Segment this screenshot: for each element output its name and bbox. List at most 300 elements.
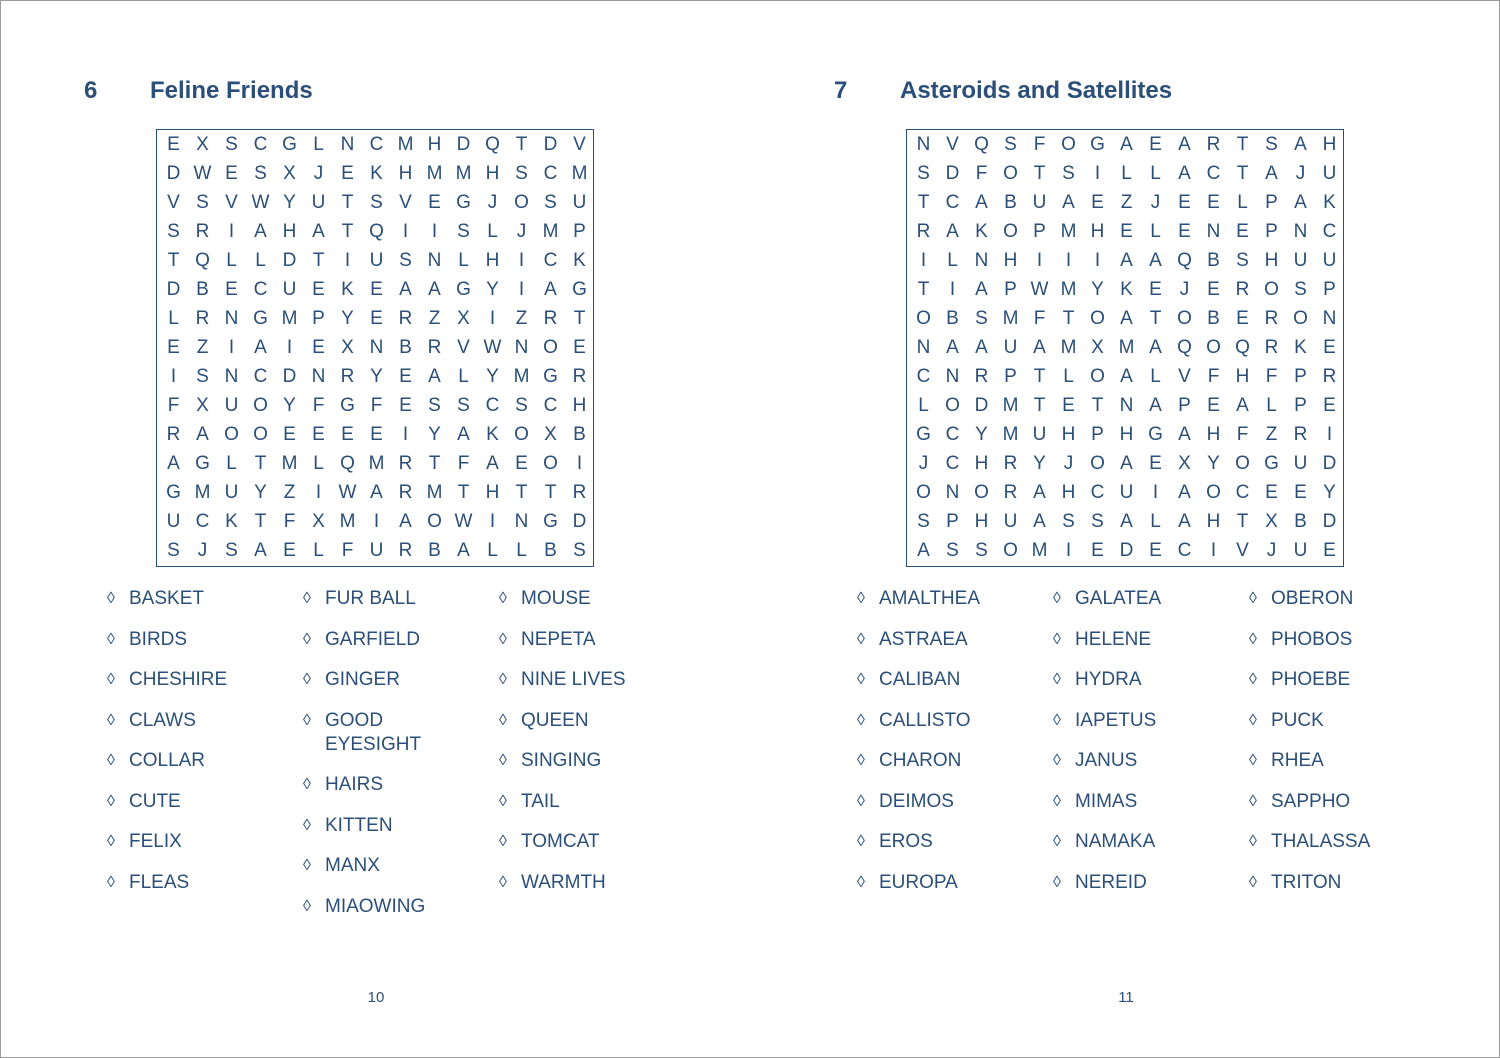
- grid-letter: U: [1032, 423, 1047, 445]
- grid-letter: D: [1119, 539, 1134, 561]
- grid-letter: O: [1235, 452, 1250, 474]
- grid-letter: E: [312, 423, 325, 445]
- grid-letter: W: [338, 481, 357, 503]
- grid-letter: U: [1293, 539, 1308, 561]
- grid-letter: A: [1120, 133, 1133, 155]
- word-list-item: [1053, 871, 1147, 895]
- grid-letter: U: [224, 481, 239, 503]
- word-list-item: [303, 709, 421, 757]
- grid-letter: E: [399, 365, 412, 387]
- grid-letter: R: [1003, 452, 1018, 474]
- diamond-outline-icon: ◊: [499, 590, 507, 607]
- diamond-outline-icon: ◊: [1249, 671, 1257, 688]
- grid-letter: S: [917, 162, 930, 184]
- grid-letter: E: [341, 423, 354, 445]
- grid-letter: W: [483, 336, 502, 358]
- grid-letter: D: [166, 278, 181, 300]
- grid-letter: V: [225, 191, 238, 213]
- word-label: FUR BALL: [325, 588, 416, 609]
- grid-letter: H: [1264, 249, 1279, 271]
- grid-letter: I: [518, 249, 525, 271]
- grid-letter: L: [255, 249, 266, 271]
- grid-letter: X: [457, 307, 470, 329]
- grid-letter: P: [1091, 423, 1104, 445]
- grid-letter: C: [1322, 220, 1337, 242]
- grid-letter: L: [313, 539, 324, 561]
- diamond-outline-icon: ◊: [107, 711, 115, 729]
- grid-letter: C: [369, 133, 384, 155]
- grid-letter: N: [514, 510, 529, 532]
- grid-letter: M: [426, 162, 443, 184]
- grid-letter: A: [1033, 336, 1046, 358]
- grid-letter: I: [228, 220, 235, 242]
- grid-letter: T: [917, 278, 930, 300]
- word-list-item: [1053, 628, 1151, 652]
- word-list-item: [857, 628, 968, 652]
- grid-letter: T: [254, 452, 267, 474]
- grid-letter: G: [456, 191, 471, 213]
- grid-letter: Y: [283, 394, 296, 416]
- grid-letter: A: [975, 191, 988, 213]
- grid-letter: F: [1207, 365, 1220, 387]
- grid-letter: I: [1065, 539, 1072, 561]
- word-list-item: [857, 668, 960, 692]
- word-label: OBERON: [1271, 588, 1354, 609]
- grid-letter: A: [1120, 452, 1133, 474]
- grid-letter: K: [975, 220, 988, 242]
- word-list-item: [499, 790, 560, 814]
- grid-letter: Y: [254, 481, 267, 503]
- grid-letter: E: [1207, 394, 1220, 416]
- word-list-item: [107, 830, 182, 854]
- grid-letter: C: [195, 510, 210, 532]
- grid-letter: M: [281, 307, 298, 329]
- grid-letter: P: [1004, 278, 1017, 300]
- grid-letter: A: [1120, 510, 1133, 532]
- grid-letter: O: [1206, 481, 1221, 503]
- word-label: HAIRS: [325, 774, 384, 795]
- grid-letter: V: [457, 336, 470, 358]
- grid-letter: L: [918, 394, 929, 416]
- grid-letter: T: [428, 452, 441, 474]
- grid-letter: L: [1150, 162, 1161, 184]
- grid-letter: U: [311, 191, 326, 213]
- grid-letter: Y: [1033, 452, 1046, 474]
- grid-letter: O: [945, 394, 960, 416]
- word-list-item: [1053, 790, 1137, 814]
- grid-letter: E: [1149, 539, 1162, 561]
- grid-letter: A: [1178, 481, 1191, 503]
- diamond-outline-icon: ◊: [303, 857, 311, 874]
- grid-letter: U: [1032, 191, 1047, 213]
- grid-letter: A: [1294, 191, 1307, 213]
- grid-letter: I: [949, 278, 956, 300]
- grid-letter: B: [196, 278, 209, 300]
- word-list-item: [107, 709, 196, 733]
- grid-letter: L: [1266, 394, 1277, 416]
- grid-letter: P: [1294, 365, 1307, 387]
- grid-letter: S: [370, 191, 383, 213]
- word-list-item: [1053, 749, 1137, 773]
- grid-letter: M: [281, 452, 298, 474]
- word-list-item: [499, 709, 589, 733]
- diamond-outline-icon: ◊: [1249, 833, 1257, 850]
- grid-letter: G: [166, 481, 181, 503]
- grid-letter: A: [428, 365, 441, 387]
- grid-letter: C: [916, 365, 931, 387]
- word-search-grid: [906, 129, 1344, 567]
- word-label: MOUSE: [521, 588, 591, 609]
- grid-letter: X: [544, 423, 557, 445]
- grid-letter: R: [398, 539, 413, 561]
- grid-letter: H: [572, 394, 587, 416]
- word-label: NINE LIVES: [521, 669, 626, 690]
- grid-letter: P: [573, 220, 586, 242]
- grid-letter: E: [1149, 133, 1162, 155]
- grid-letter: Z: [428, 307, 441, 329]
- grid-letter: Y: [1207, 452, 1220, 474]
- grid-letter: H: [1003, 249, 1018, 271]
- grid-letter: O: [1090, 452, 1105, 474]
- grid-letter: E: [341, 162, 354, 184]
- word-label: HELENE: [1075, 628, 1152, 650]
- grid-letter: T: [167, 249, 180, 271]
- grid-letter: F: [283, 510, 296, 532]
- grid-letter: G: [195, 452, 210, 474]
- grid-letter: A: [399, 278, 412, 300]
- grid-letter: T: [573, 307, 586, 329]
- grid-letter: L: [313, 133, 324, 155]
- word-label: FELIX: [129, 831, 182, 852]
- grid-letter: T: [341, 220, 354, 242]
- grid-letter: J: [313, 162, 324, 184]
- grid-letter: O: [543, 452, 558, 474]
- grid-letter: L: [226, 452, 237, 474]
- grid-letter: H: [974, 510, 989, 532]
- word-label: MIMAS: [1075, 790, 1138, 812]
- grid-letter: N: [1322, 307, 1337, 329]
- grid-letter: Y: [370, 365, 383, 387]
- grid-letter: G: [1090, 133, 1105, 155]
- grid-letter: I: [1152, 481, 1159, 503]
- grid-letter: H: [1206, 510, 1221, 532]
- diamond-outline-icon: ◊: [107, 671, 115, 688]
- grid-letter: I: [286, 336, 293, 358]
- grid-letter: B: [1207, 307, 1220, 329]
- grid-letter: A: [457, 423, 470, 445]
- grid-letter: N: [224, 365, 239, 387]
- grid-letter: E: [1207, 278, 1220, 300]
- grid-letter: E: [1120, 220, 1133, 242]
- diamond-outline-icon: ◊: [499, 833, 507, 850]
- word-list-item: [857, 830, 933, 854]
- grid-letter: D: [282, 249, 297, 271]
- grid-letter: E: [1178, 220, 1191, 242]
- word-label: PUCK: [1271, 709, 1324, 731]
- word-list-item: [857, 871, 958, 895]
- grid-letter: R: [572, 365, 587, 387]
- grid-letter: K: [225, 510, 238, 532]
- grid-letter: N: [1293, 220, 1308, 242]
- grid-letter: E: [1236, 307, 1249, 329]
- word-label: NEPETA: [521, 628, 596, 650]
- grid-letter: S: [1265, 133, 1278, 155]
- word-label: ASTRAEA: [879, 628, 968, 650]
- grid-letter: R: [340, 365, 355, 387]
- grid-letter: H: [1090, 220, 1105, 242]
- grid-letter: Y: [1091, 278, 1104, 300]
- grid-letter: I: [1094, 162, 1101, 184]
- grid-letter: L: [1150, 220, 1161, 242]
- grid-letter: Y: [341, 307, 354, 329]
- grid-letter: C: [543, 249, 558, 271]
- grid-letter: O: [916, 307, 931, 329]
- word-list-item: [107, 668, 227, 692]
- word-label: DEIMOS: [879, 790, 954, 812]
- grid-letter: S: [917, 510, 930, 532]
- grid-letter: P: [1265, 191, 1278, 213]
- grid-letter: D: [974, 394, 989, 416]
- grid-letter: W: [1030, 278, 1049, 300]
- grid-letter: B: [544, 539, 557, 561]
- grid-letter: T: [341, 191, 354, 213]
- grid-letter: S: [515, 162, 528, 184]
- grid-letter: G: [1148, 423, 1163, 445]
- grid-letter: I: [431, 220, 438, 242]
- grid-letter: A: [312, 220, 325, 242]
- grid-letter: E: [1091, 539, 1104, 561]
- word-list-item: [499, 628, 596, 652]
- diamond-outline-icon: ◊: [1249, 873, 1257, 891]
- grid-letter: O: [1061, 133, 1076, 155]
- grid-letter: A: [167, 452, 180, 474]
- grid-letter: G: [253, 307, 268, 329]
- grid-letter: E: [312, 278, 325, 300]
- grid-letter: V: [573, 133, 586, 155]
- grid-letter: I: [344, 249, 351, 271]
- grid-letter: S: [1004, 133, 1017, 155]
- grid-letter: K: [1120, 278, 1133, 300]
- grid-letter: L: [1237, 191, 1248, 213]
- grid-letter: J: [918, 452, 929, 474]
- grid-letter: V: [946, 133, 959, 155]
- grid-letter: H: [485, 481, 500, 503]
- word-list-item: [1249, 587, 1353, 611]
- grid-letter: K: [1323, 191, 1336, 213]
- left-page: [1, 1, 750, 1057]
- grid-letter: C: [1090, 481, 1105, 503]
- grid-letter: Z: [1120, 191, 1133, 213]
- grid-letter: X: [1091, 336, 1104, 358]
- grid-letter: J: [1295, 162, 1306, 184]
- grid-letter: O: [253, 423, 268, 445]
- grid-letter: A: [1178, 510, 1191, 532]
- grid-letter: E: [573, 336, 586, 358]
- word-list-item: [499, 668, 626, 692]
- grid-letter: A: [1149, 336, 1162, 358]
- grid-letter: L: [947, 249, 958, 271]
- grid-letter: U: [1322, 249, 1337, 271]
- grid-letter: F: [167, 394, 180, 416]
- grid-letter: M: [1002, 423, 1019, 445]
- word-label: EUROPA: [879, 871, 958, 893]
- diamond-outline-icon: ◊: [857, 833, 865, 850]
- grid-letter: C: [485, 394, 500, 416]
- word-label: CALLISTO: [879, 709, 971, 731]
- grid-letter: S: [1294, 278, 1307, 300]
- grid-letter: Q: [195, 249, 210, 271]
- grid-letter: L: [313, 452, 324, 474]
- grid-letter: Q: [485, 133, 500, 155]
- grid-letter: L: [487, 220, 498, 242]
- grid-letter: U: [1293, 452, 1308, 474]
- grid-letter: G: [543, 365, 558, 387]
- grid-letter: E: [312, 336, 325, 358]
- grid-letter: M: [513, 365, 530, 387]
- grid-letter: T: [1033, 394, 1046, 416]
- grid-letter: A: [486, 452, 499, 474]
- grid-letter: K: [341, 278, 354, 300]
- word-list-item: [303, 854, 380, 878]
- grid-letter: O: [1003, 539, 1018, 561]
- grid-letter: M: [368, 452, 385, 474]
- grid-letter: A: [1265, 162, 1278, 184]
- grid-letter: N: [945, 481, 960, 503]
- grid-letter: E: [1149, 278, 1162, 300]
- diamond-outline-icon: ◊: [1053, 671, 1061, 688]
- diamond-outline-icon: ◊: [107, 630, 115, 648]
- grid-letter: C: [1177, 539, 1192, 561]
- grid-letter: S: [515, 394, 528, 416]
- diamond-outline-icon: ◊: [499, 873, 507, 891]
- grid-letter: N: [945, 365, 960, 387]
- grid-letter: R: [398, 481, 413, 503]
- diamond-outline-icon: ◊: [857, 873, 865, 891]
- puzzle-number: 6: [84, 77, 98, 104]
- grid-letter: W: [193, 162, 212, 184]
- diamond-outline-icon: ◊: [1053, 752, 1061, 769]
- grid-letter: M: [542, 220, 559, 242]
- word-label: COLLAR: [129, 750, 206, 771]
- grid-letter: R: [1264, 336, 1279, 358]
- grid-letter: R: [572, 481, 587, 503]
- diamond-outline-icon: ◊: [1249, 752, 1257, 769]
- grid-letter: H: [1322, 133, 1337, 155]
- grid-letter: B: [573, 423, 586, 445]
- grid-letter: R: [1206, 133, 1221, 155]
- diamond-outline-icon: ◊: [1053, 833, 1061, 850]
- grid-letter: O: [916, 481, 931, 503]
- diamond-outline-icon: ◊: [499, 711, 507, 729]
- grid-letter: I: [373, 510, 380, 532]
- grid-letter: T: [312, 249, 325, 271]
- grid-letter: W: [454, 510, 473, 532]
- grid-letter: E: [167, 133, 180, 155]
- grid-letter: U: [1003, 336, 1018, 358]
- grid-letter: S: [975, 539, 988, 561]
- grid-letter: J: [1150, 191, 1161, 213]
- diamond-outline-icon: ◊: [1053, 792, 1061, 810]
- grid-letter: I: [315, 481, 322, 503]
- grid-letter: R: [195, 307, 210, 329]
- grid-letter: C: [253, 365, 268, 387]
- grid-letter: E: [283, 539, 296, 561]
- grid-letter: Y: [486, 365, 499, 387]
- grid-letter: L: [487, 539, 498, 561]
- diamond-outline-icon: ◊: [303, 671, 311, 688]
- grid-letter: A: [457, 539, 470, 561]
- grid-letter: H: [398, 162, 413, 184]
- grid-letter: C: [945, 423, 960, 445]
- grid-letter: E: [1294, 481, 1307, 503]
- grid-letter: Z: [283, 481, 296, 503]
- grid-letter: T: [1236, 133, 1249, 155]
- grid-letter: R: [1293, 423, 1308, 445]
- grid-letter: H: [1235, 365, 1250, 387]
- grid-letter: J: [487, 191, 498, 213]
- grid-letter: E: [370, 307, 383, 329]
- grid-letter: A: [196, 423, 209, 445]
- grid-letter: Q: [1177, 249, 1192, 271]
- grid-letter: O: [543, 336, 558, 358]
- grid-letter: Q: [1177, 336, 1192, 358]
- grid-letter: L: [458, 365, 469, 387]
- grid-letter: Y: [428, 423, 441, 445]
- grid-letter: S: [225, 133, 238, 155]
- grid-letter: S: [167, 220, 180, 242]
- diamond-outline-icon: ◊: [499, 630, 507, 648]
- grid-letter: A: [1178, 162, 1191, 184]
- word-list-item: [303, 773, 383, 797]
- grid-letter: E: [370, 423, 383, 445]
- grid-letter: R: [1003, 481, 1018, 503]
- grid-letter: P: [1004, 365, 1017, 387]
- grid-letter: O: [1090, 307, 1105, 329]
- grid-letter: X: [283, 162, 296, 184]
- right-page: [751, 1, 1500, 1057]
- grid-letter: D: [166, 162, 181, 184]
- grid-letter: N: [974, 249, 989, 271]
- word-list-item: [1053, 587, 1161, 611]
- grid-letter: R: [1235, 278, 1250, 300]
- grid-letter: P: [1323, 278, 1336, 300]
- grid-letter: N: [224, 307, 239, 329]
- word-label: CHARON: [879, 750, 962, 771]
- grid-letter: A: [1149, 394, 1162, 416]
- grid-letter: E: [225, 162, 238, 184]
- grid-letter: L: [1121, 162, 1132, 184]
- word-list-item: [499, 749, 601, 773]
- word-label: TRITON: [1271, 871, 1342, 893]
- grid-letter: S: [254, 162, 267, 184]
- grid-letter: U: [369, 249, 384, 271]
- grid-letter: F: [975, 162, 988, 184]
- grid-letter: G: [340, 394, 355, 416]
- grid-letter: T: [515, 481, 528, 503]
- grid-letter: M: [455, 162, 472, 184]
- word-list-item: [1249, 628, 1352, 652]
- grid-letter: B: [428, 539, 441, 561]
- grid-letter: R: [974, 365, 989, 387]
- word-list-item: [303, 814, 393, 838]
- grid-letter: W: [251, 191, 270, 213]
- grid-letter: E: [515, 452, 528, 474]
- grid-letter: E: [1178, 191, 1191, 213]
- grid-letter: A: [917, 539, 930, 561]
- grid-letter: I: [402, 220, 409, 242]
- grid-letter: E: [1323, 336, 1336, 358]
- diamond-outline-icon: ◊: [107, 792, 115, 810]
